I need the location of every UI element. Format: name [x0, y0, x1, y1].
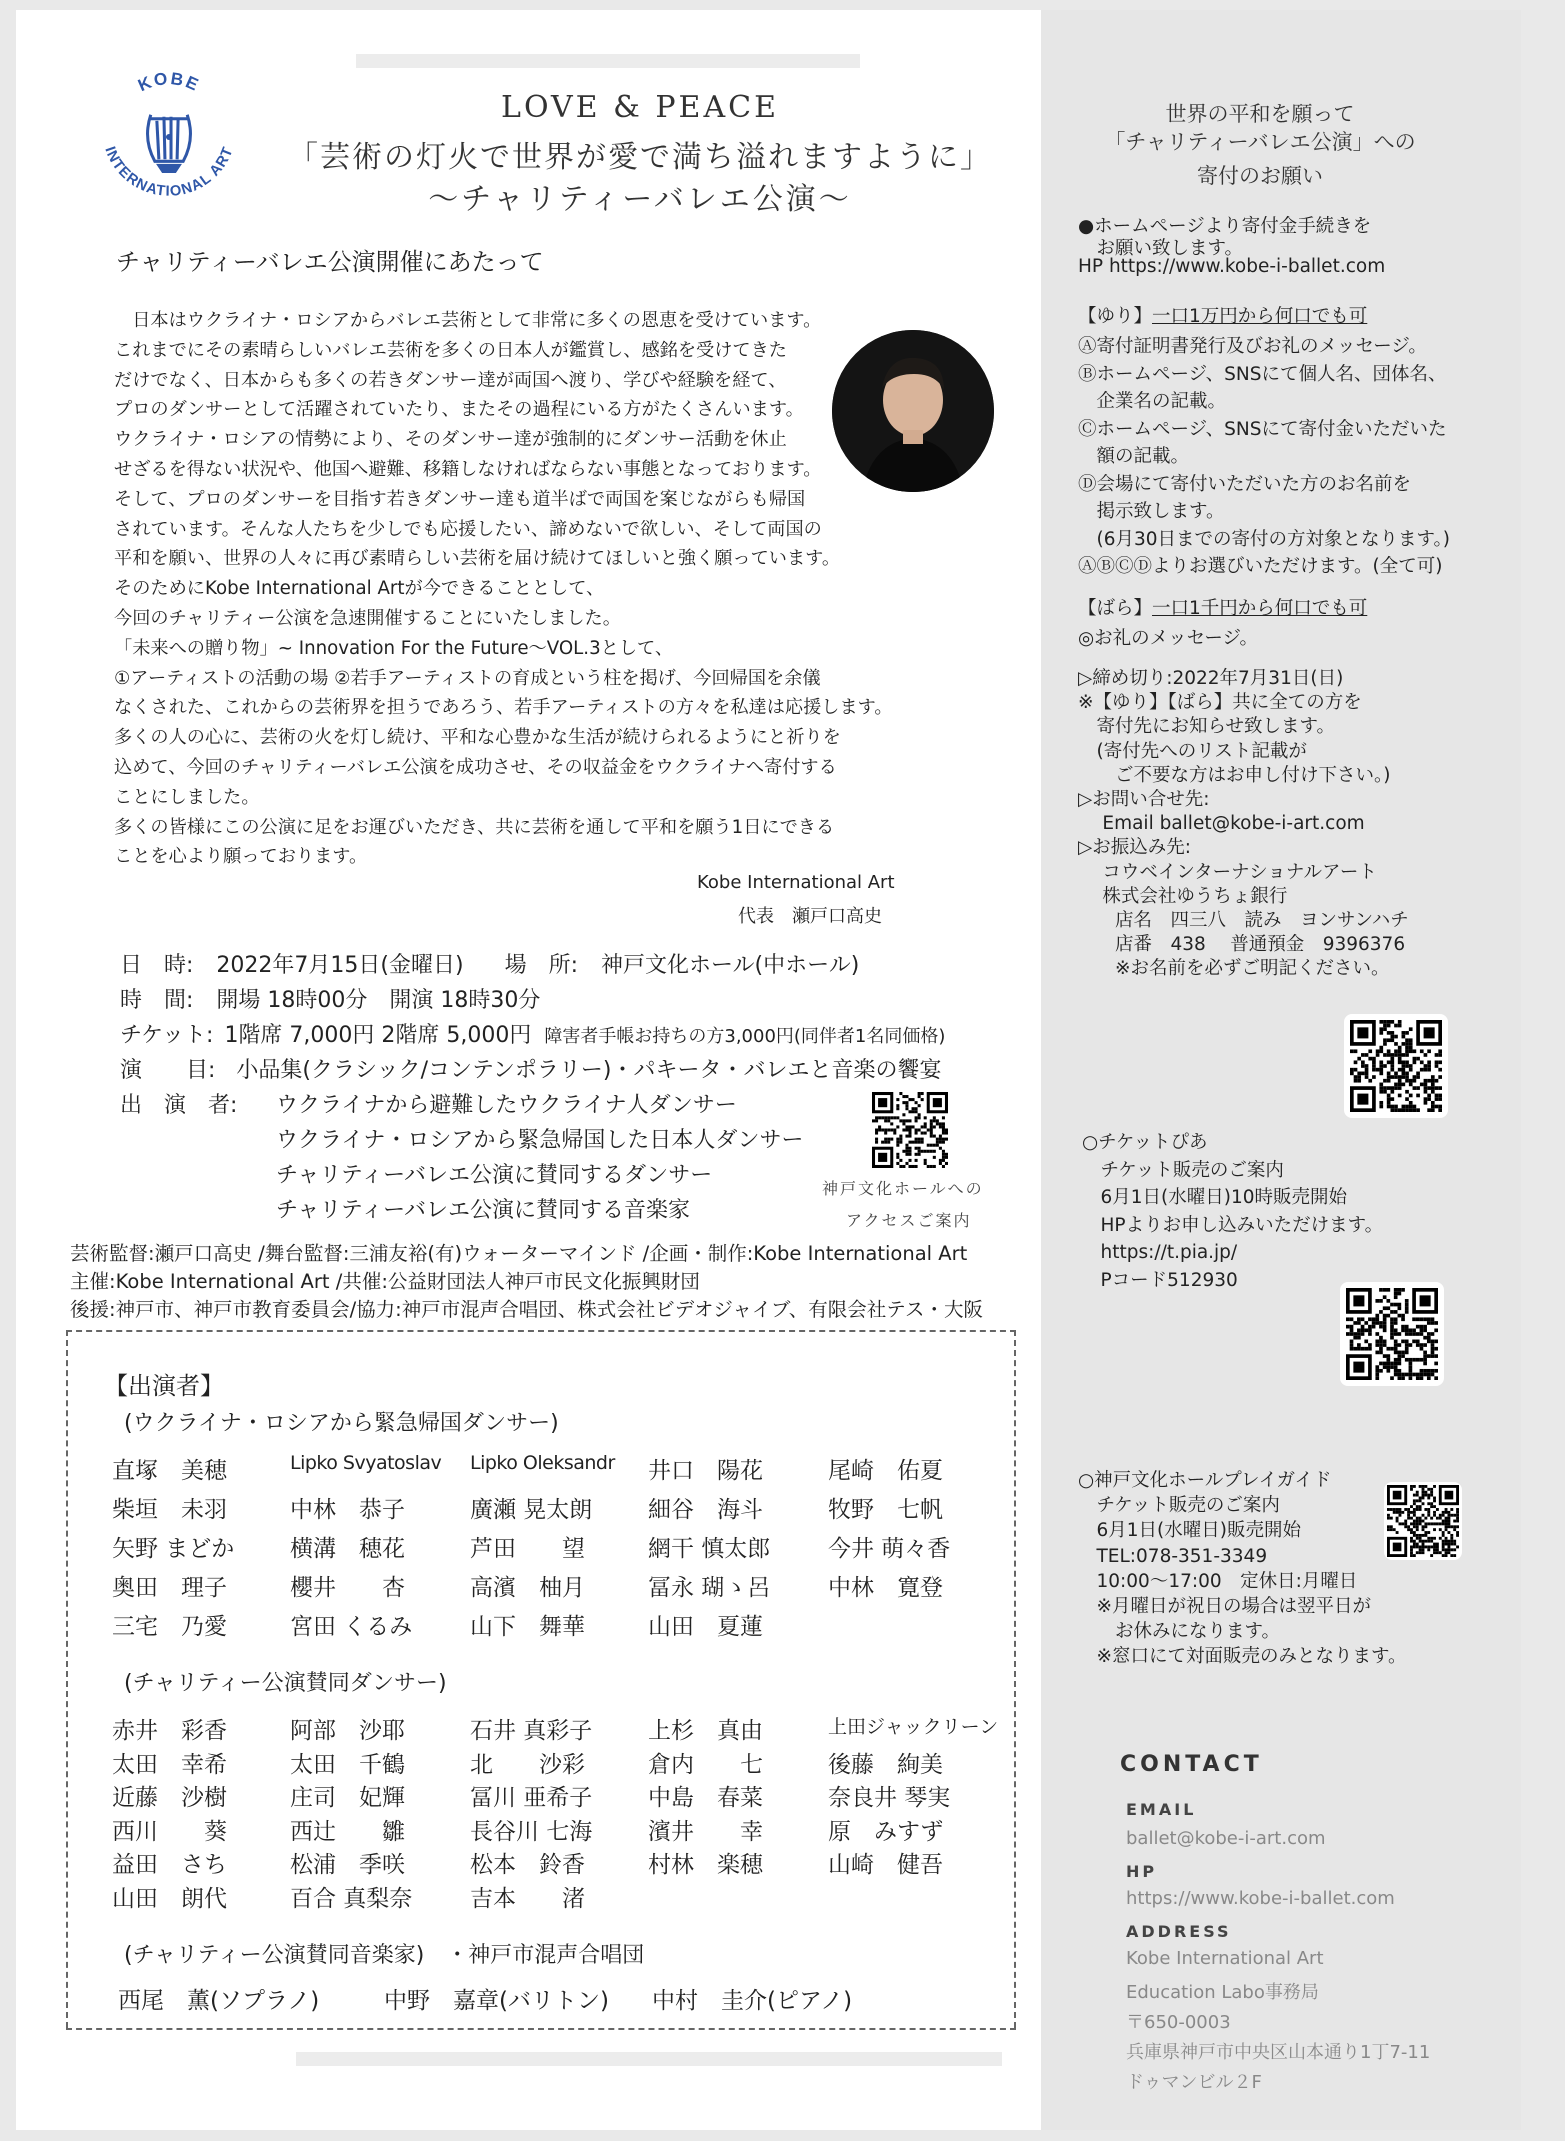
performer-name: 松浦 季咲: [290, 1852, 405, 1878]
cast-line: ウクライナ・ロシアから緊急帰国した日本人ダンサー: [276, 1128, 804, 1153]
sidebar-text-line: 店名 四三八 読み ヨンサンハチ: [1078, 910, 1409, 931]
performers-box-right: [1014, 1330, 1016, 2028]
svg-text:KOBE: [135, 68, 203, 95]
performer-name: 西辻 雛: [290, 1818, 405, 1845]
performers-title: 【出演者】: [104, 1372, 224, 1400]
signature-name: 代表 瀬戸口高史: [738, 906, 882, 927]
bara-title-prefix: 【ばら】: [1078, 598, 1153, 619]
sidebar-text-line: ※お名前を必ずご明記ください。: [1078, 958, 1390, 980]
intro-line: 日本はウクライナ・ロシアからバレエ芸術として非常に多くの恩恵を受けています。: [114, 310, 822, 331]
intro-line: 「未来への贈り物」~ Innovation For the Future～VOL.3として、: [114, 637, 674, 659]
yuri-title-text: 一口1万円から何口でも可: [1152, 306, 1368, 327]
sidebar-text-line: ○神戸文化ホールプレイガイド: [1078, 1470, 1332, 1491]
bara-title-text: 一口1千円から何口でも可: [1152, 598, 1368, 619]
sidebar-text-line: ▷お問い合せ先:: [1078, 789, 1210, 810]
director-portrait: [832, 330, 994, 492]
sidebar-text-line: Ⓐ寄付証明書発行及びお礼のメッセージ。: [1078, 336, 1427, 357]
sidebar-text-line: 企業名の記載。: [1078, 391, 1227, 412]
sidebar-text-line: Ⓓ会場にて寄付いただいた方のお名前を: [1078, 473, 1412, 495]
sidebar-text-line: 6月1日(水曜日)販売開始: [1078, 1520, 1301, 1542]
sidebar-text-line: Pコード512930: [1082, 1269, 1238, 1291]
sidebar-text-line: ●ホームページより寄付金手続きを: [1078, 216, 1372, 237]
address-line: 〒650-0003: [1126, 2012, 1231, 2033]
address-line: 兵庫県神戸市中央区山本通り1丁7-11: [1126, 2042, 1431, 2063]
yuri-title: [1078, 302, 1367, 328]
time-label: 時 間:: [120, 988, 194, 1013]
ticket-value: 1階席 7,000円 2階席 5,000円: [224, 1023, 532, 1048]
logo-text-bottom: INTERNATIONAL ART: [101, 144, 237, 200]
performer-name: 今井 萌々香: [828, 1536, 951, 1562]
sidebar-text-line: (寄付先へのリスト記載が: [1078, 740, 1307, 762]
performer-name: 矢野 まどか: [112, 1536, 235, 1562]
performer-name: 細谷 海斗: [648, 1497, 763, 1523]
email-label: EMAIL: [1126, 1800, 1197, 1819]
performer-name: 宮田 くるみ: [290, 1614, 413, 1640]
performer-name: 櫻井 杏: [290, 1575, 405, 1601]
intro-line: ことにしました。: [114, 786, 260, 808]
performer-name: 上田ジャックリーン: [828, 1716, 999, 1738]
performer-name: 山下 舞華: [470, 1614, 585, 1640]
donation-qr-code[interactable]: [1344, 1014, 1448, 1118]
performer-name: 北 沙彩: [470, 1751, 585, 1778]
intro-line: そして、プロのダンサーを目指す若きダンサー達も道半ばで両国を案じながらも帰国: [114, 488, 806, 510]
performer-name: 尾崎 佑夏: [828, 1458, 943, 1484]
performer-name: 牧野 七帆: [828, 1497, 943, 1523]
sidebar-text-line: 10:00～17:00 定休日:月曜日: [1078, 1570, 1358, 1592]
intro-line: これまでにその素晴らしいバレエ芸術を多くの日本人が鑑賞し、感銘を受けてきた: [114, 339, 787, 361]
performer-name: 太田 千鶴: [290, 1751, 405, 1778]
sidebar-text-line: https://t.pia.jp/: [1082, 1242, 1238, 1263]
qr-caption-line1: 神戸文化ホールへの: [822, 1179, 984, 1198]
cast-line: ウクライナから避難したウクライナ人ダンサー: [276, 1093, 737, 1118]
event-date-row: [120, 948, 859, 979]
time-value: 開場 18時00分 開演 18時30分: [216, 988, 541, 1013]
kobe-international-art-logo: [88, 56, 250, 218]
event-program-row: [120, 1053, 941, 1084]
ticket-label: チケット:: [120, 1023, 214, 1048]
group1-title: (ウクライナ・ロシアから緊急帰国ダンサー): [124, 1411, 559, 1436]
performer-name: 直塚 美穂: [112, 1458, 227, 1484]
performer-name: 長谷川 七海: [470, 1818, 593, 1845]
performer-name: 山田 朗代: [112, 1885, 227, 1912]
intro-line: 込めて、今回のチャリティーバレエ公演を成功させ、その収益金をウクライナへ寄付する: [114, 756, 837, 778]
performer-name: 近藤 沙樹: [112, 1785, 227, 1811]
sidebar-text-line: ※【ゆり】【ばら】共に全ての方を: [1078, 692, 1362, 714]
ticket-pia-qr-code[interactable]: [1340, 1282, 1444, 1386]
performer-name: 太田 幸希: [112, 1751, 227, 1778]
performer-name: 原 みすず: [828, 1818, 944, 1845]
performer-name: 中林 恭子: [290, 1497, 405, 1523]
event-time-row: [120, 983, 540, 1014]
intro-line: プロのダンサーとして活躍されていたり、またその過程にいる方がたくさんいます。: [114, 399, 804, 421]
donation-heading-3: 寄付のお願い: [1197, 164, 1323, 188]
performer-name: 山田 夏蓮: [648, 1614, 763, 1640]
intro-line: 多くの皆様にこの公演に足をお運びいただき、共に芸術を通して平和を願う1日にできる: [114, 816, 835, 838]
address-line: Education Labo事務局: [1126, 1982, 1319, 2003]
qr-caption-line2: アクセスご案内: [846, 1211, 972, 1230]
intro-line: ①アーティストの活動の場 ②若手アーティストの育成という柱を掲げ、今回帰国を余儀: [114, 667, 821, 689]
performer-name: 赤井 彩香: [112, 1718, 227, 1744]
address-line: ドゥマンビル２F: [1126, 2072, 1262, 2093]
sidebar-text-line: ※窓口にて対面販売のみとなります。: [1078, 1646, 1407, 1668]
hall-access-qr-code[interactable]: [870, 1090, 950, 1170]
bara-title: [1078, 594, 1367, 620]
sidebar-text-line: ご不要な方はお申し付け下さい。): [1078, 764, 1391, 786]
performer-name: 奈良井 琴実: [828, 1785, 951, 1811]
sidebar-text-line: 店番 438 普通預金 9396376: [1078, 934, 1406, 956]
sidebar-text-line: ○チケットぴあ: [1082, 1132, 1208, 1153]
ticket-note: 障害者手帳お持ちの方3,000円(同伴者1名同価格): [544, 1026, 946, 1047]
sidebar-text-line: Email ballet@kobe-i-art.com: [1078, 813, 1365, 835]
sidebar-text-line: 額の記載。: [1078, 446, 1190, 467]
performer-name: 益田 さち: [112, 1852, 227, 1878]
intro-body: [114, 306, 914, 872]
intro-line: 平和を願い、世界の人々に再び素晴らしい芸術を届け続けてほしいと強く願っています。: [114, 548, 841, 570]
venue-value: 神戸文化ホール(中ホール): [601, 953, 860, 978]
intro-line: ことを心より願っております。: [114, 846, 368, 868]
logo-text-top: KOBE: [134, 67, 204, 96]
sidebar-text-line: HP https://www.kobe-i-ballet.com: [1078, 256, 1386, 277]
event-ticket-row: [120, 1018, 945, 1049]
performer-name: 後藤 絢美: [828, 1751, 943, 1778]
donation-heading-2: 「チャリティーバレエ公演」への: [1104, 130, 1416, 154]
performer-name: 冨川 亜希子: [470, 1785, 593, 1811]
header-subtitle: 「芸術の灯火で世界が愛で満ち溢れますように」: [288, 140, 992, 175]
intro-line: 多くの人の心に、芸術の火を灯し続け、平和な心豊かな生活が続けられるようにと祈りを: [114, 727, 841, 749]
performer-name: 阿部 沙耶: [290, 1718, 405, 1744]
performer-name: 井口 陽花: [648, 1458, 763, 1484]
performer-name: 松本 鈴香: [470, 1852, 585, 1878]
email-value[interactable]: ballet@kobe-i-art.com: [1126, 1828, 1326, 1849]
header-event-name: ～チャリティーバレエ公演～: [428, 182, 852, 217]
performer-name: 中林 寛登: [828, 1575, 943, 1601]
group2-title: (チャリティー公演賛同ダンサー): [124, 1671, 447, 1696]
performer-name: 冨永 瑚ゝ呂: [648, 1575, 771, 1601]
sidebar-text-line: ▷お振込み先:: [1078, 837, 1191, 859]
sidebar-text-line: (6月30日までの寄付の方対象となります。): [1078, 528, 1451, 550]
sidebar-text-line: TEL:078-351-3349: [1078, 1545, 1268, 1567]
sidebar-text-line: 6月1日(水曜日)10時販売開始: [1082, 1187, 1348, 1208]
performer-name: 廣瀬 晃太朗: [470, 1497, 593, 1523]
date-value: 2022年7月15日(金曜日): [216, 953, 464, 978]
performer-name: 奥田 理子: [112, 1575, 227, 1601]
sidebar-text-line: ※月曜日が祝日の場合は翌平日が: [1078, 1596, 1372, 1617]
sidebar-text-line: ▷締め切り:2022年7月31日(日): [1078, 668, 1344, 689]
performers-box-left: [66, 1330, 68, 2028]
contact-title: CONTACT: [1120, 1752, 1263, 1777]
performers-box-top: [66, 1330, 1016, 1332]
sidebar-text-line: 掲示致します。: [1078, 501, 1225, 522]
intro-title: チャリティーバレエ公演開催にあたって: [116, 248, 544, 276]
sidebar-text-line: 寄付先にお知らせ致します。: [1078, 716, 1335, 738]
performer-name: 倉内 七: [648, 1751, 763, 1778]
date-label: 日 時:: [120, 953, 194, 978]
hp-value[interactable]: https://www.kobe-i-ballet.com: [1126, 1888, 1395, 1909]
yuri-title-prefix: 【ゆり】: [1078, 306, 1153, 327]
sidebar-text-line: チケット販売のご案内: [1078, 1495, 1280, 1517]
performers-box-bottom: [66, 2028, 1016, 2030]
donation-heading-1: 世界の平和を願って: [1165, 102, 1355, 126]
performer-name: 村林 楽穂: [648, 1852, 763, 1878]
sidebar-text-line: お休みになります。: [1078, 1621, 1281, 1643]
sidebar-text-line: HPよりお申し込みいただけます。: [1082, 1214, 1384, 1236]
performer-name: 上杉 真由: [648, 1718, 763, 1744]
credit-line: 後援:神戸市、神戸市教育委員会/協力:神戸市混声合唱団、株式会社ビデオジャイブ、有限会社テス・大阪: [70, 1298, 984, 1321]
signature-org: Kobe International Art: [697, 872, 895, 893]
performer-name: 柴垣 未羽: [112, 1497, 227, 1523]
performer-name: 百合 真梨奈: [290, 1885, 413, 1912]
playguide-qr-code[interactable]: [1384, 1482, 1462, 1560]
intro-line: だけでなく、日本からも多くの若きダンサー達が両国へ渡り、学びや経験を経て、: [114, 369, 787, 391]
intro-line: せざるを得ない状況や、他国へ避難、移籍しなければならない事態となっております。: [114, 458, 822, 480]
musician-1: 西尾 薫(ソプラノ): [118, 1988, 320, 2014]
performer-name: 中島 春菜: [648, 1785, 763, 1811]
address-label: ADDRESS: [1126, 1922, 1232, 1941]
intro-line: 今回のチャリティー公演を急速開催することにいたしました。: [114, 607, 621, 629]
header-title: LOVE & PEACE: [501, 90, 779, 125]
sidebar-text-line: ⒶⒷⒸⒹよりお選びいただけます。(全て可): [1078, 556, 1443, 577]
intro-line: されています。そんな人たちを少しでも応援したい、諦めないで欲しい、そして両国の: [114, 518, 822, 540]
performer-name: 石井 真彩子: [470, 1718, 593, 1744]
performer-name: 高濱 柚月: [470, 1575, 585, 1601]
credit-line: 芸術監督:瀬戸口高史 /舞台監督:三浦友裕(有)ウォーターマインド /企画・制作:Kobe International Art: [70, 1242, 968, 1265]
intro-line: そのためにKobe International Artが今できることとして、: [114, 578, 605, 600]
top-decor-bar: [356, 54, 860, 68]
program-label: 演 目:: [120, 1058, 216, 1083]
cast-line: チャリティーバレエ公演に賛同する音楽家: [276, 1198, 691, 1223]
performer-name: 網干 慎太郎: [648, 1536, 771, 1562]
credit-line: 主催:Kobe International Art /共催:公益財団法人神戸市民文化振興財団: [70, 1270, 700, 1293]
sidebar-text-line: お願い致します。: [1078, 238, 1244, 259]
performer-name: 芦田 望: [470, 1536, 585, 1562]
program-value: 小品集(クラシック/コンテンポラリー)・パキータ・バレエと音楽の饗宴: [236, 1058, 942, 1083]
performer-name: Lipko Svyatoslav: [290, 1452, 442, 1474]
performer-name: 山崎 健吾: [828, 1852, 943, 1878]
intro-line: なくされた、これからの芸術界を担うであろう、若手アーティストの方々を私達は応援します。: [114, 697, 893, 719]
musician-2: 中野 嘉章(バリトン): [384, 1988, 609, 2014]
sidebar-text-line: 株式会社ゆうちょ銀行: [1078, 885, 1288, 907]
sidebar-text-line: Ⓒホームページ、SNSにて寄付金いただいた: [1078, 418, 1447, 440]
performer-name: 濱井 幸: [648, 1818, 763, 1845]
performer-name: 吉本 渚: [470, 1885, 585, 1912]
musician-3: 中村 圭介(ピアノ): [652, 1988, 853, 2014]
performer-name: Lipko Oleksandr: [470, 1452, 615, 1474]
sidebar-text-line: Ⓑホームページ、SNSにて個人名、団体名、: [1078, 363, 1447, 385]
venue-label: 場 所:: [504, 953, 578, 978]
hp-label: HP: [1126, 1862, 1158, 1881]
sidebar-text-line: コウベインターナショナルアート: [1078, 861, 1377, 883]
intro-line: ウクライナ・ロシアの情勢により、そのダンサー達が強制的にダンサー活動を休止: [114, 429, 787, 451]
performer-name: 西川 葵: [112, 1818, 227, 1845]
performer-name: 庄司 妃輝: [290, 1785, 405, 1811]
cast-label: 出 演 者:: [120, 1093, 238, 1118]
sidebar-text-line: チケット販売のご案内: [1082, 1159, 1284, 1181]
bottom-decor-bar: [296, 2052, 1002, 2066]
performer-name: 三宅 乃愛: [112, 1614, 227, 1640]
performer-name: 横溝 穂花: [290, 1536, 405, 1562]
sidebar-text-line: ◎お礼のメッセージ。: [1078, 628, 1259, 649]
address-line: Kobe International Art: [1126, 1948, 1324, 1969]
donation-sidebar: [1041, 10, 1521, 2130]
cast-line: チャリティーバレエ公演に賛同するダンサー: [276, 1163, 713, 1188]
group3-title: (チャリティー公演賛同音楽家) ・神戸市混声合唱団: [124, 1943, 645, 1968]
